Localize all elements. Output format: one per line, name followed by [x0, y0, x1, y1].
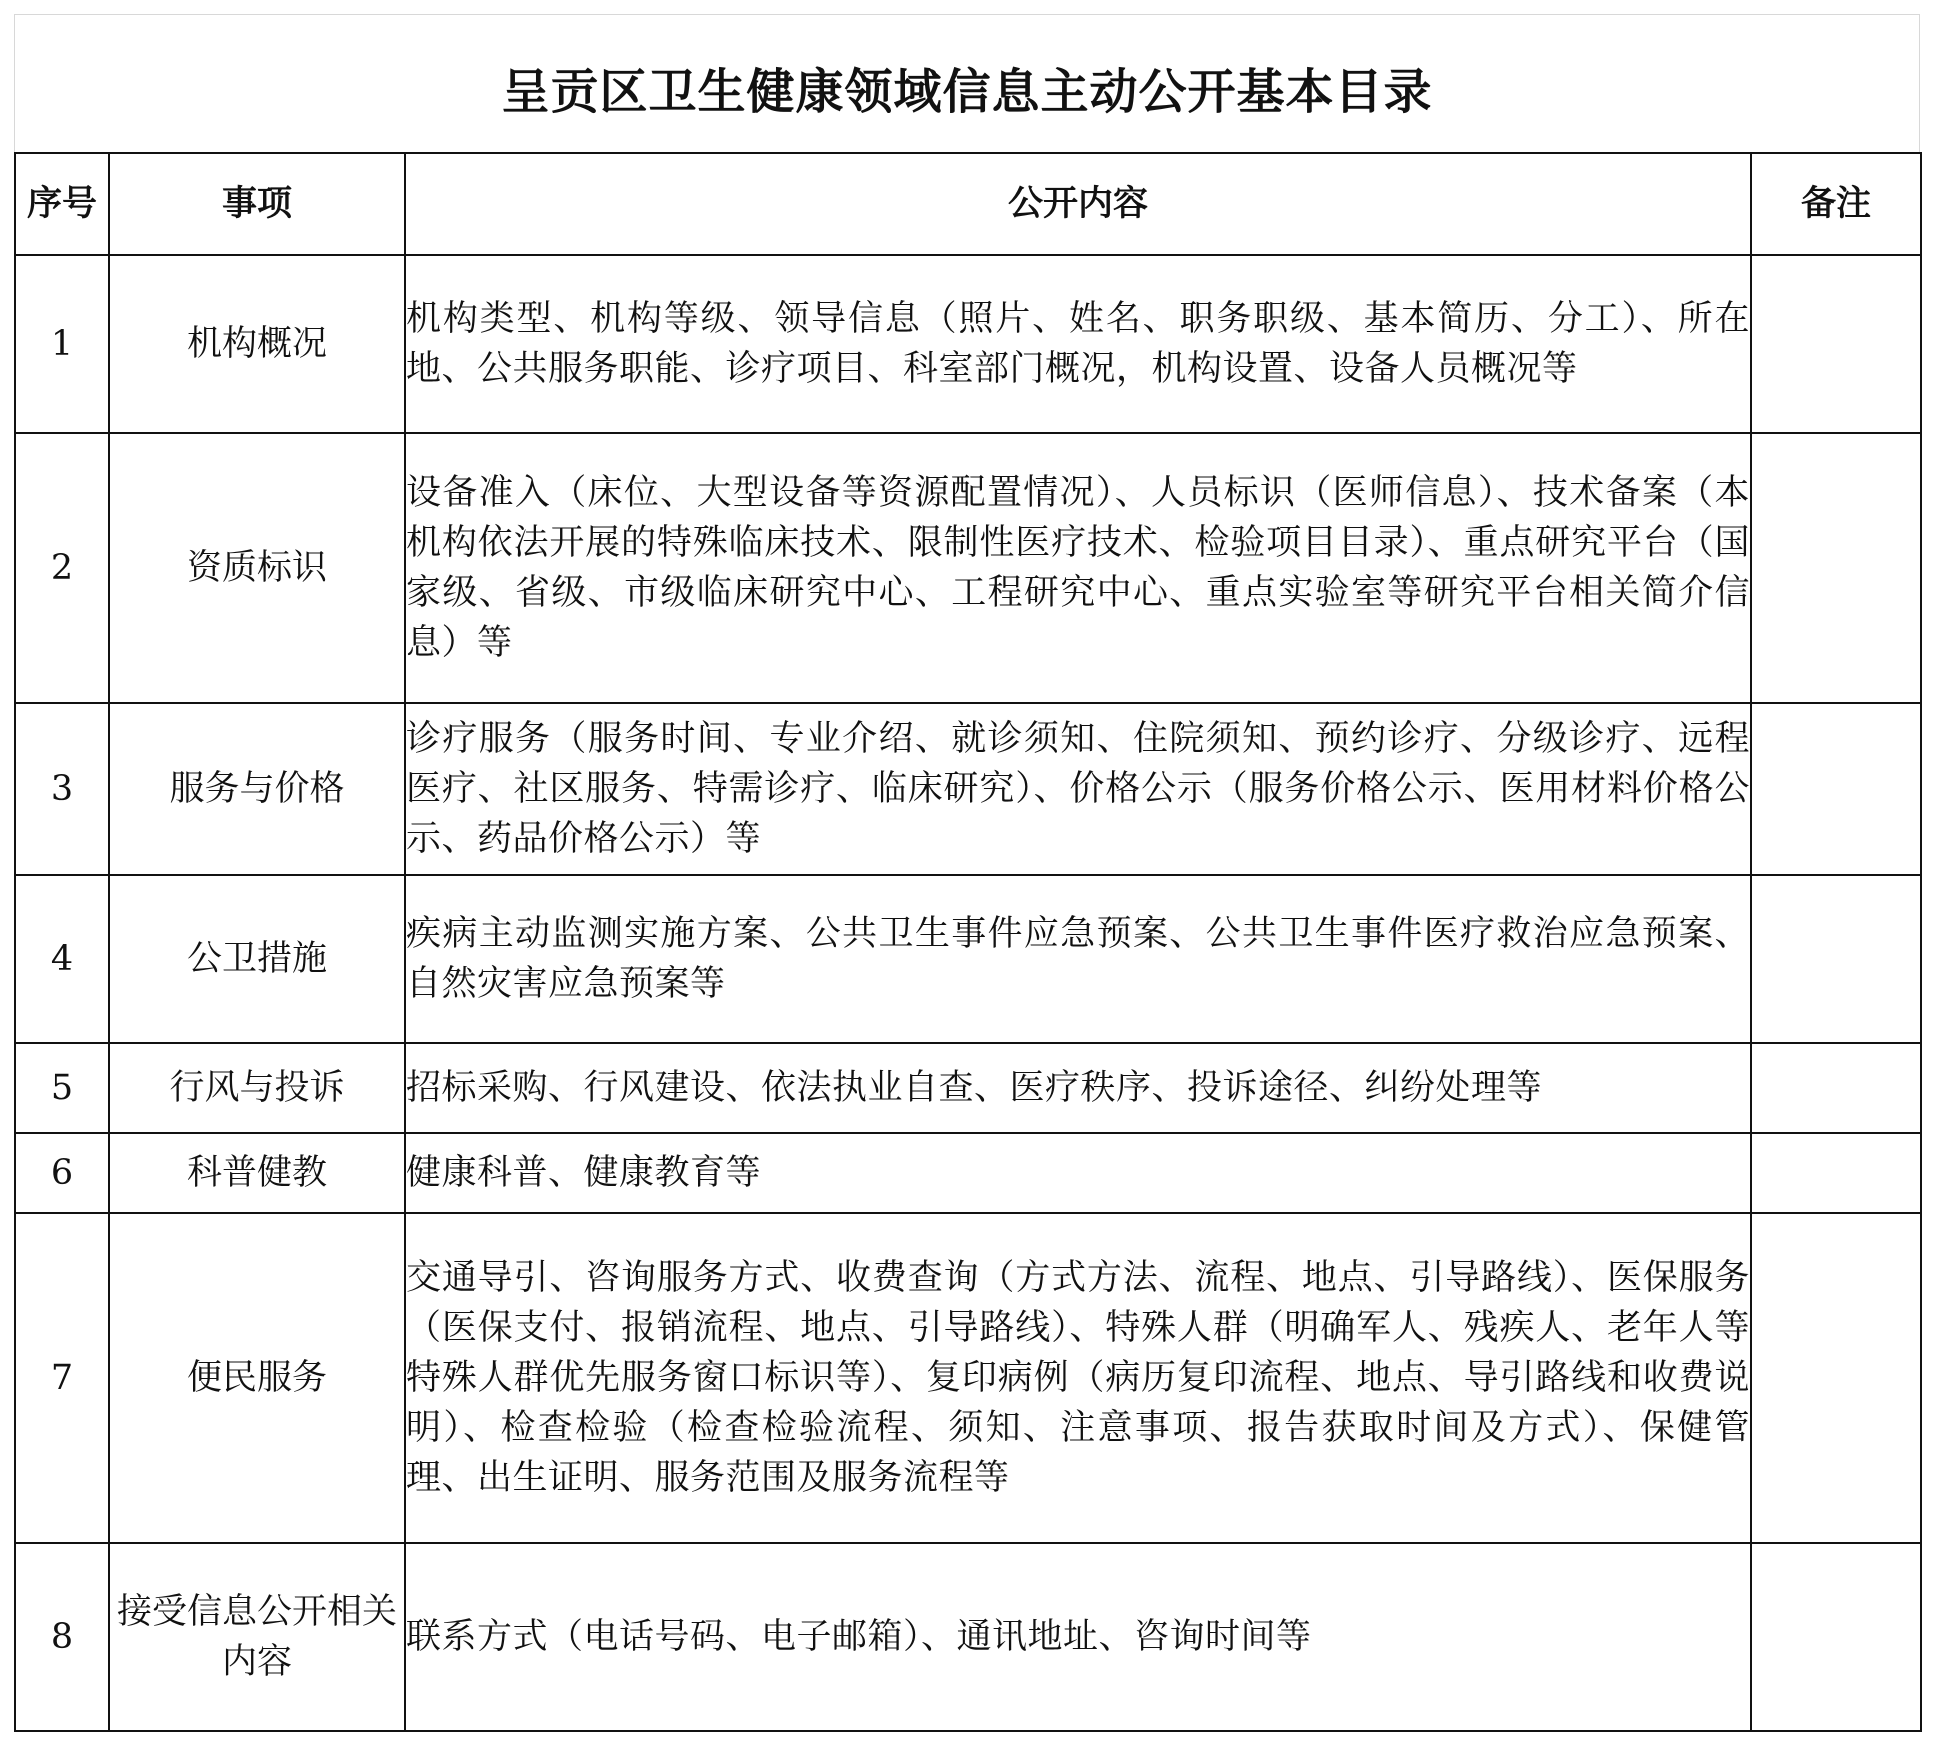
table-row — [15, 1543, 1921, 1731]
row-note — [1751, 433, 1921, 703]
row-note — [1751, 875, 1921, 1043]
row-item: 服务与价格 — [109, 703, 405, 875]
row-content: 交通导引、咨询服务方式、收费查询（方式方法、流程、地点、引导路线）、医保服务（医保支付、报销流程、地点、引导路线）、特殊人群（明确军人、残疾人、老年人等特殊人群优先服务窗口标识等）、复印病例（病历复印流程、地点、导引路线和收费说明）、检查检验（检查检验流程、须知、注意事项、报告获取时间及方式）、保健管理、出生证明、服务范围及服务流程等 — [405, 1213, 1751, 1543]
row-item: 行风与投诉 — [109, 1043, 405, 1133]
row-content: 设备准入（床位、大型设备等资源配置情况）、人员标识（医师信息）、技术备案（本机构依法开展的特殊临床技术、限制性医疗技术、检验项目目录）、重点研究平台（国家级、省级、市级临床研究中心、工程研究中心、重点实验室等研究平台相关简介信息）等 — [405, 433, 1751, 703]
row-content: 疾病主动监测实施方案、公共卫生事件应急预案、公共卫生事件医疗救治应急预案、自然灾害应急预案等 — [405, 875, 1751, 1043]
header-no: 序号 — [15, 153, 109, 255]
row-number: 5 — [15, 1043, 109, 1133]
table-row — [15, 1043, 1921, 1133]
header-item: 事项 — [109, 153, 405, 255]
document-sheet — [14, 14, 1920, 1730]
table-row — [15, 875, 1921, 1043]
title-area — [14, 14, 1920, 152]
row-number: 4 — [15, 875, 109, 1043]
row-item: 科普健教 — [109, 1133, 405, 1213]
row-content: 健康科普、健康教育等 — [405, 1133, 1751, 1213]
row-item: 公卫措施 — [109, 875, 405, 1043]
row-content: 联系方式（电话号码、电子邮箱）、通讯地址、咨询时间等 — [405, 1543, 1751, 1731]
header-content: 公开内容 — [405, 153, 1751, 255]
row-item: 资质标识 — [109, 433, 405, 703]
row-number: 7 — [15, 1213, 109, 1543]
row-note — [1751, 1133, 1921, 1213]
row-number: 2 — [15, 433, 109, 703]
row-note — [1751, 1543, 1921, 1731]
table-header-row — [15, 153, 1921, 255]
row-item: 便民服务 — [109, 1213, 405, 1543]
row-note — [1751, 255, 1921, 433]
row-item: 机构概况 — [109, 255, 405, 433]
row-note — [1751, 1043, 1921, 1133]
row-note — [1751, 703, 1921, 875]
row-number: 8 — [15, 1543, 109, 1731]
table-row — [15, 1213, 1921, 1543]
header-note: 备注 — [1751, 153, 1921, 255]
table-row — [15, 1133, 1921, 1213]
table-row — [15, 433, 1921, 703]
row-note — [1751, 1213, 1921, 1543]
table-row — [15, 703, 1921, 875]
catalog-table — [14, 152, 1922, 1732]
row-item: 接受信息公开相关内容 — [109, 1543, 405, 1731]
page-title: 呈贡区卫生健康领域信息主动公开基本目录 — [501, 64, 1433, 120]
row-content: 诊疗服务（服务时间、专业介绍、就诊须知、住院须知、预约诊疗、分级诊疗、远程医疗、社区服务、特需诊疗、临床研究）、价格公示（服务价格公示、医用材料价格公示、药品价格公示）等 — [405, 703, 1751, 875]
row-number: 6 — [15, 1133, 109, 1213]
table-row — [15, 255, 1921, 433]
row-number: 3 — [15, 703, 109, 875]
row-content: 招标采购、行风建设、依法执业自查、医疗秩序、投诉途径、纠纷处理等 — [405, 1043, 1751, 1133]
row-number: 1 — [15, 255, 109, 433]
row-content: 机构类型、机构等级、领导信息（照片、姓名、职务职级、基本简历、分工）、所在地、公共服务职能、诊疗项目、科室部门概况，机构设置、设备人员概况等 — [405, 255, 1751, 433]
